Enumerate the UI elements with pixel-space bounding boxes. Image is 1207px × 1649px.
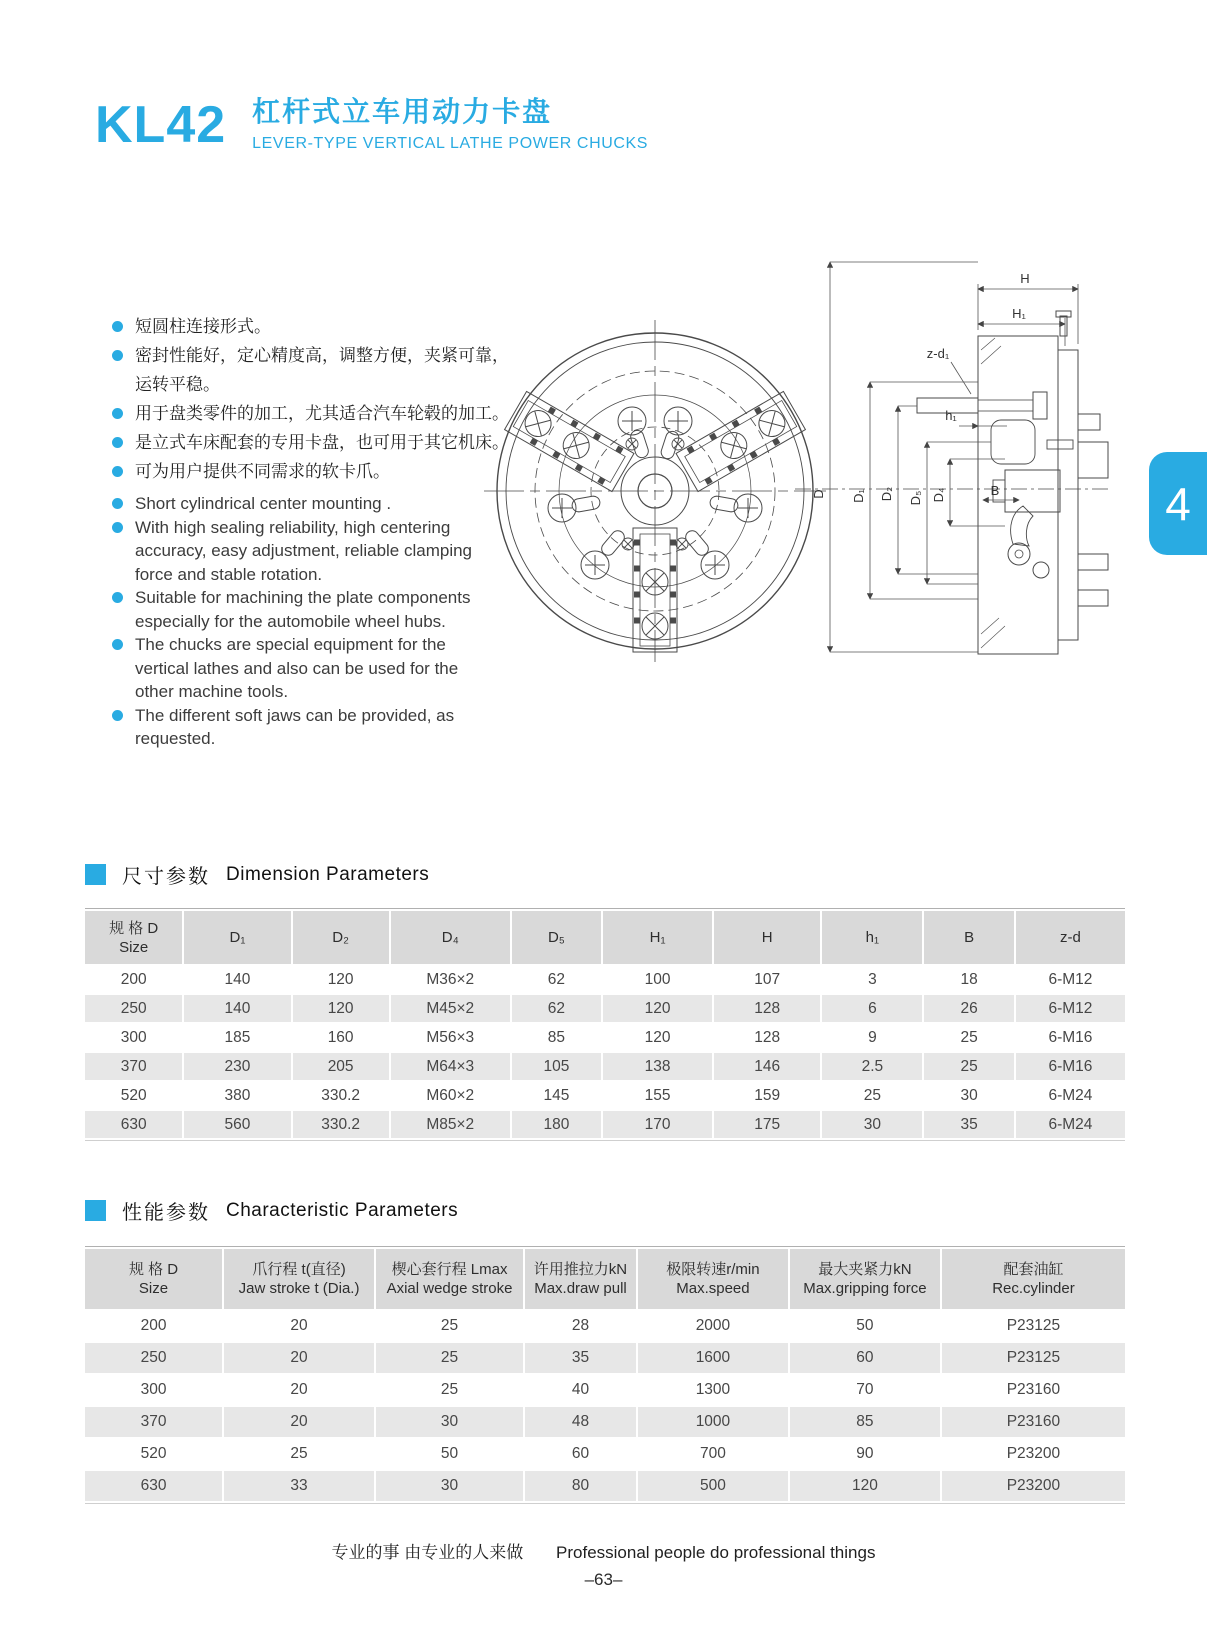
feature-item	[112, 492, 486, 516]
table-cell: M45×2	[389, 995, 510, 1022]
table-cell: 30	[922, 1082, 1013, 1109]
table-cell: 2000	[636, 1311, 788, 1341]
table-cell: 1300	[636, 1375, 788, 1405]
feature-item	[112, 586, 486, 633]
dim-label-zd1: z-d₁	[926, 346, 950, 361]
bullet-icon	[112, 710, 123, 721]
feature-text: 用于盘类零件的加工，尤其适合汽车轮毂的加工。	[135, 404, 509, 423]
table-row	[85, 1082, 1125, 1109]
table-cell: 6-M12	[1014, 995, 1125, 1022]
table-cell: M36×2	[389, 966, 510, 993]
table-cell: P23200	[940, 1439, 1125, 1469]
dim-label-D4: D₄	[931, 487, 946, 503]
table-cell: 62	[510, 995, 601, 1022]
table-cell: M60×2	[389, 1082, 510, 1109]
table-cell: 145	[510, 1082, 601, 1109]
table-cell: 18	[922, 966, 1013, 993]
table-cell: 100	[601, 966, 712, 993]
dim-label-D2: D₂	[879, 486, 894, 502]
feature-text: 密封性能好，定心精度高，调整方便，夹紧可靠，运转平稳。	[135, 346, 509, 394]
table-cell: 25	[820, 1082, 922, 1109]
table-cell: 6-M24	[1014, 1082, 1125, 1109]
table-cell: 330.2	[291, 1111, 389, 1138]
column-header: 爪行程 t(直径) Jaw stroke t (Dia.)	[222, 1249, 374, 1309]
feature-text: With high sealing reliability, high centering accuracy, easy adjustment, reliable clamping force and stable rotation.	[135, 517, 473, 584]
table-cell: 6	[820, 995, 922, 1022]
table-cell: 6-M16	[1014, 1053, 1125, 1080]
feature-text: The different soft jaws can be provided, as requested.	[135, 705, 455, 748]
feature-item	[112, 399, 512, 428]
table-cell: 500	[636, 1471, 788, 1501]
table-cell: 200	[140, 1317, 167, 1334]
table-cell: 2.5	[820, 1053, 922, 1080]
chapter-tab	[1149, 452, 1207, 555]
table-cell: 300	[140, 1381, 167, 1398]
footer-slogan-en: Professional people do professional things	[556, 1543, 876, 1562]
column-header: H	[712, 911, 820, 964]
table-cell: 70	[788, 1375, 940, 1405]
table-cell: 330.2	[291, 1082, 389, 1109]
footer-slogan-zh: 专业的事 由专业的人来做	[331, 1543, 524, 1562]
characteristic-parameters-table	[85, 1247, 1125, 1503]
chuck-side-view-drawing	[795, 254, 1110, 659]
table-cell: 105	[510, 1053, 601, 1080]
feature-text: 短圆柱连接形式。	[135, 317, 271, 336]
table-cell: 85	[510, 1024, 601, 1051]
table-cell: 48	[523, 1407, 636, 1437]
table-cell: 380	[182, 1082, 290, 1109]
table-cell: 630	[120, 1115, 147, 1133]
section-title-en: Dimension Parameters	[226, 863, 430, 885]
table-cell: M85×2	[389, 1111, 510, 1138]
feature-text: The chucks are special equipment for the vertical lathes and also can be used for the other machine tools.	[135, 635, 459, 701]
model-number: KL42	[95, 96, 227, 154]
dimension-table-wrap	[85, 908, 1125, 1141]
table-row	[85, 1439, 1125, 1469]
table-cell: 85	[788, 1407, 940, 1437]
table-cell: 30	[374, 1407, 523, 1437]
column-header: 最大夹紧力kN Max.gripping force	[788, 1249, 940, 1309]
page-title-en: LEVER-TYPE VERTICAL LATHE POWER CHUCKS	[252, 135, 649, 152]
dim-label-H1: H₁	[1012, 306, 1026, 321]
section-title-characteristic	[85, 1196, 458, 1225]
bullet-icon	[112, 498, 123, 509]
feature-text: 可为用户提供不同需求的软卡爪。	[135, 462, 390, 481]
table-row	[85, 1024, 1125, 1051]
table-cell: P23125	[940, 1311, 1125, 1341]
table-cell: 250	[140, 1349, 167, 1366]
table-cell: 6-M12	[1014, 966, 1125, 993]
table-cell: 62	[510, 966, 601, 993]
table-cell: 50	[788, 1311, 940, 1341]
column-header: 许用推拉力kN Max.draw pull	[523, 1249, 636, 1309]
table-cell: 30	[820, 1111, 922, 1138]
column-header: D₁	[182, 911, 290, 964]
bullet-icon	[112, 437, 123, 448]
table-cell: 205	[291, 1053, 389, 1080]
feature-item	[112, 457, 512, 486]
table-cell: 155	[601, 1082, 712, 1109]
column-header: 配套油缸 Rec.cylinder	[940, 1249, 1125, 1309]
table-cell: 40	[523, 1375, 636, 1405]
table-cell: 35	[922, 1111, 1013, 1138]
dimension-parameters-table	[85, 909, 1125, 1140]
chapter-number: 4	[1165, 477, 1191, 530]
column-header: B	[922, 911, 1013, 964]
table-cell: 159	[712, 1082, 820, 1109]
table-cell: 1000	[636, 1407, 788, 1437]
table-cell: 25	[374, 1375, 523, 1405]
table-cell: P23125	[940, 1343, 1125, 1373]
table-cell: 9	[820, 1024, 922, 1051]
table-cell: 28	[523, 1311, 636, 1341]
feature-text: Short cylindrical center mounting .	[135, 494, 392, 513]
table-cell: P23160	[940, 1375, 1125, 1405]
table-row	[85, 1111, 1125, 1138]
page-number: –63–	[584, 1570, 623, 1589]
table-cell: 370	[120, 1057, 147, 1075]
feature-item	[112, 516, 486, 587]
header-row	[85, 1249, 1125, 1309]
table-cell: 160	[291, 1024, 389, 1051]
feature-text: 是立式车床配套的专用卡盘，也可用于其它机床。	[135, 433, 509, 452]
table-cell: 140	[182, 966, 290, 993]
table-cell: 230	[182, 1053, 290, 1080]
table-cell: 60	[523, 1439, 636, 1469]
column-header: D₅	[510, 911, 601, 964]
title-block	[252, 92, 648, 156]
column-header: D₂	[291, 911, 389, 964]
header-row	[85, 911, 1125, 964]
page-title-zh: 杠杆式立车用动力卡盘	[252, 96, 553, 127]
table-cell: 107	[712, 966, 820, 993]
table-cell: 25	[922, 1024, 1013, 1051]
table-cell: 700	[636, 1439, 788, 1469]
bullet-icon	[112, 522, 123, 533]
section-title-zh: 尺寸参数	[122, 866, 210, 888]
table-cell: 50	[374, 1439, 523, 1469]
table-cell: M64×3	[389, 1053, 510, 1080]
table-cell: 33	[222, 1471, 374, 1501]
footer-slogan	[0, 1538, 1207, 1563]
table-row	[85, 1343, 1125, 1373]
table-cell: 20	[222, 1343, 374, 1373]
table-cell: 520	[120, 1086, 147, 1104]
table-cell: 60	[788, 1343, 940, 1373]
table-cell: 25	[374, 1343, 523, 1373]
table-cell: 120	[601, 995, 712, 1022]
column-header: h₁	[820, 911, 922, 964]
table-cell: 20	[222, 1407, 374, 1437]
table-cell: 175	[712, 1111, 820, 1138]
column-header: H₁	[601, 911, 712, 964]
column-header: 极限转速r/min Max.speed	[636, 1249, 788, 1309]
column-header: 规 格 D Size	[85, 911, 182, 964]
feature-item	[112, 428, 512, 457]
table-row	[85, 1471, 1125, 1501]
table-row	[85, 1375, 1125, 1405]
table-cell: 128	[712, 1024, 820, 1051]
dim-label-H: H	[1020, 271, 1030, 286]
table-row	[85, 1407, 1125, 1437]
page-header	[95, 92, 648, 158]
table-cell: 6-M16	[1014, 1024, 1125, 1051]
table-cell: 1600	[636, 1343, 788, 1373]
feature-text: Suitable for machining the plate components especially for the automobile wheel hubs.	[135, 588, 471, 631]
table-cell: 6-M24	[1014, 1111, 1125, 1138]
section-title-zh: 性能参数	[122, 1202, 210, 1224]
feature-item	[112, 312, 512, 341]
table-row	[85, 1053, 1125, 1080]
bullet-icon	[112, 408, 123, 419]
table-cell: 25	[922, 1053, 1013, 1080]
column-header: D₄	[389, 911, 510, 964]
feature-item	[112, 704, 486, 751]
bullet-icon	[112, 592, 123, 603]
feature-list-zh	[112, 312, 512, 486]
bullet-icon	[112, 321, 123, 332]
table-cell: 300	[120, 1028, 147, 1046]
table-cell: 120	[788, 1471, 940, 1501]
table-row	[85, 1311, 1125, 1341]
table-cell: 120	[291, 966, 389, 993]
table-cell: 138	[601, 1053, 712, 1080]
table-row	[85, 966, 1125, 993]
table-cell: 25	[374, 1311, 523, 1341]
chuck-front-view-drawing	[482, 318, 828, 664]
table-cell: 3	[820, 966, 922, 993]
table-cell: 630	[140, 1477, 167, 1494]
dim-label-B: B	[990, 483, 1000, 498]
section-title-en: Characteristic Parameters	[226, 1199, 459, 1221]
section-marker-icon	[85, 864, 106, 885]
table-cell: 370	[140, 1413, 167, 1430]
table-cell: 25	[222, 1439, 374, 1469]
table-cell: P23200	[940, 1471, 1125, 1501]
dim-label-D1: D₁	[851, 489, 866, 503]
table-cell: 200	[120, 970, 147, 988]
feature-item	[112, 341, 512, 399]
section-title-dimension	[85, 860, 429, 889]
table-cell: 146	[712, 1053, 820, 1080]
table-cell: 30	[374, 1471, 523, 1501]
table-cell: 185	[182, 1024, 290, 1051]
table-cell: P23160	[940, 1407, 1125, 1437]
column-header: 规 格 D Size	[85, 1249, 222, 1309]
table-cell: 20	[222, 1375, 374, 1405]
characteristic-table-wrap	[85, 1246, 1125, 1504]
bullet-icon	[112, 639, 123, 650]
table-cell: 120	[601, 1024, 712, 1051]
table-cell: 180	[510, 1111, 601, 1138]
bullet-icon	[112, 350, 123, 361]
table-cell: 520	[140, 1445, 167, 1462]
table-cell: 120	[291, 995, 389, 1022]
column-header: z-d	[1014, 911, 1125, 964]
column-header: 楔心套行程 Lmax Axial wedge stroke	[374, 1249, 523, 1309]
feature-list-en	[112, 492, 486, 751]
table-cell: 560	[182, 1111, 290, 1138]
dim-label-h1: h₁	[945, 408, 957, 423]
feature-item	[112, 633, 486, 704]
table-cell: 80	[523, 1471, 636, 1501]
table-cell: 140	[182, 995, 290, 1022]
table-cell: 90	[788, 1439, 940, 1469]
bullet-icon	[112, 466, 123, 477]
table-cell: 35	[523, 1343, 636, 1373]
table-cell: 128	[712, 995, 820, 1022]
table-cell: M56×3	[389, 1024, 510, 1051]
table-row	[85, 995, 1125, 1022]
dim-label-D5: D₅	[908, 490, 923, 506]
table-cell: 20	[222, 1311, 374, 1341]
section-marker-icon	[85, 1200, 106, 1221]
table-cell: 26	[922, 995, 1013, 1022]
table-cell: 250	[120, 999, 147, 1017]
table-cell: 170	[601, 1111, 712, 1138]
dim-label-D: D	[811, 489, 826, 499]
